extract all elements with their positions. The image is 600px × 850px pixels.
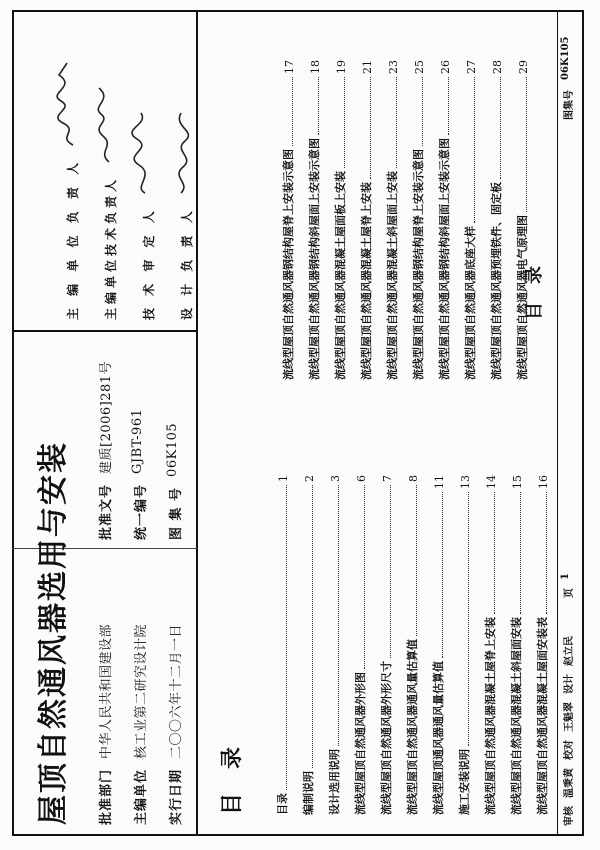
meta-row [165, 624, 184, 825]
toc-item[interactable] [420, 475, 446, 815]
toc-leader [500, 77, 501, 179]
signature-row [45, 59, 81, 320]
signature-row [121, 59, 157, 320]
toc-item-page: 21 [361, 60, 374, 74]
toc-item-page: 2 [303, 475, 316, 482]
toc-item[interactable] [264, 475, 290, 815]
meta-key: 统一编号 [134, 483, 149, 540]
toc-leader [448, 77, 449, 135]
signature-label: 主编单位技术负责人 [104, 175, 118, 320]
toc-heading-large-text: 目录 [524, 248, 545, 320]
handwritten-signature [167, 107, 195, 197]
titleblock-tuji-label: 图集号 [564, 90, 575, 120]
meta-row [130, 624, 149, 825]
toc-item-title: 流线型屋顶自然通风器电气原理图 [516, 215, 529, 380]
toc-item[interactable] [478, 60, 504, 380]
toc-item[interactable] [472, 475, 498, 815]
toc-item[interactable] [426, 60, 452, 380]
toc-leader [312, 485, 313, 768]
titleblock-tuji: 06K105 [560, 36, 571, 80]
toc-item-page: 16 [537, 475, 550, 489]
toc-item-page: 26 [439, 60, 452, 74]
toc-item-page: 7 [381, 475, 394, 482]
meta-row [95, 361, 114, 540]
toc-item-title: 流线型屋顶自然通风器钢结构斜屋面上安装示意图 [308, 138, 321, 380]
toc-heading: 目录 [220, 722, 245, 815]
toc-item-page: 13 [459, 475, 472, 489]
toc-item[interactable] [374, 60, 400, 380]
toc-item[interactable] [296, 60, 322, 380]
toc-item-page: 27 [465, 60, 478, 74]
signature-block [45, 59, 195, 320]
toc-item-page: 14 [485, 475, 498, 489]
toc-item-title: 流线型屋顶自然通风器钢结构屋脊上安装示意图 [282, 149, 295, 380]
handwritten-signature [129, 107, 157, 197]
toc-item-page: 17 [283, 60, 296, 74]
toc-leader [546, 492, 547, 614]
toc-item[interactable] [504, 60, 530, 380]
toc-item-title: 流线型屋顶自然通风器通风量估算值 [406, 639, 419, 815]
titleblock-person: 王魁翠 [564, 702, 575, 732]
meta-value: 建质[2006]281号 [99, 360, 114, 474]
title-block [560, 573, 575, 826]
meta-key: 主编单位 [134, 768, 149, 825]
toc-item-page: 19 [335, 60, 348, 74]
toc-item-page: 18 [309, 60, 322, 74]
toc-item[interactable] [400, 60, 426, 380]
toc-item[interactable] [342, 475, 368, 815]
toc-item[interactable] [348, 60, 374, 380]
toc-leader [390, 485, 391, 658]
toc-leader [344, 77, 345, 168]
toc-leader [494, 492, 495, 614]
toc-item[interactable] [394, 475, 420, 815]
meta-value: 二〇〇六年十二月一日 [169, 623, 184, 759]
handwritten-signature [91, 76, 119, 166]
toc-item[interactable] [322, 60, 348, 380]
meta-block-right [95, 361, 184, 540]
titleblock-page: 1 [560, 573, 571, 580]
toc-item-page: 11 [433, 475, 446, 489]
toc-item-title: 流线型屋顶自然通风器钢结构屋脊上安装示意图 [412, 149, 425, 380]
meta-block-left [95, 624, 184, 825]
meta-value: GJBT-961 [130, 408, 145, 474]
toc-leader [370, 77, 371, 179]
toc-item-page: 8 [407, 475, 420, 482]
meta-key: 批准文号 [99, 483, 114, 540]
toc-left [215, 475, 550, 815]
toc-leader [292, 77, 293, 146]
toc-item[interactable] [452, 60, 478, 380]
handwritten-signature [53, 59, 81, 149]
toc-item-title: 流线型屋顶自然通风器混凝土屋脊上安装 [484, 617, 497, 815]
toc-item-page: 6 [355, 475, 368, 482]
toc-item-title: 目录 [276, 793, 289, 815]
toc-item[interactable] [290, 475, 316, 815]
meta-value: 核工业第二研究设计院 [134, 623, 149, 759]
toc-item-title: 编制说明 [302, 771, 315, 815]
toc-item-page: 29 [517, 60, 530, 74]
titleblock-role: 审核 [564, 806, 575, 826]
toc-leader [526, 77, 527, 212]
titleblock-role: 设计 [564, 674, 575, 694]
toc-item[interactable] [498, 475, 524, 815]
toc-leader [396, 77, 397, 168]
toc-item[interactable] [446, 475, 472, 815]
toc-item-title: 流线型屋顶自然通风器预埋铁件、固定板 [490, 182, 503, 380]
toc-leader [318, 77, 319, 135]
meta-row [130, 361, 149, 540]
titleblock-person: 赵立民 [564, 636, 575, 666]
divider-vertical [196, 10, 198, 836]
drawing-title: 屋顶自然通风器选用与安装 [36, 441, 71, 825]
toc-heading-large [520, 248, 546, 320]
toc-leader [474, 77, 475, 223]
toc-item-page: 23 [387, 60, 400, 74]
toc-item-page: 25 [413, 60, 426, 74]
meta-row [95, 624, 114, 825]
toc-item-title: 流线型屋顶自然通风器混凝土斜屋面安装 [510, 617, 523, 815]
toc-item-title: 流线型屋顶自然通风器外形图 [354, 672, 367, 815]
titleblock-role: 校对 [564, 740, 575, 760]
toc-item[interactable] [316, 475, 342, 815]
signature-row [159, 59, 195, 320]
divider-horizontal [12, 330, 197, 332]
meta-key: 图 集 号 [169, 486, 184, 540]
toc-item-title: 流线型屋顶自然通风器混凝土屋脊上安装 [360, 182, 373, 380]
toc-leader [468, 492, 469, 746]
toc-item[interactable] [368, 475, 394, 815]
toc-item-page: 28 [491, 60, 504, 74]
toc-item-title: 流线型屋顶自然通风器混凝土屋面板上安装 [334, 171, 347, 380]
toc-item-title: 流线型屋顶自然通风器外形尺寸 [380, 661, 393, 815]
signature-label: 主 编 单 位 负 责 人 [66, 158, 80, 320]
toc-leader [422, 77, 423, 146]
signature-label: 技 术 审 定 人 [142, 207, 156, 320]
titleblock-person: 温秉黄 [564, 768, 575, 798]
toc-item-title: 流线型屋顶自然通风器混凝土斜屋面上安装 [386, 171, 399, 380]
toc-leader [416, 485, 417, 636]
toc-item-title: 流线型屋顶自然通风器钢结构斜屋面上安装示意图 [438, 138, 451, 380]
meta-key: 批准部门 [99, 768, 114, 825]
toc-item-title: 施工安装说明 [458, 749, 471, 815]
signature-row [83, 59, 119, 320]
title-block-top [560, 37, 575, 120]
toc-item-title: 流线型屋顶自然通风器底座大样 [464, 226, 477, 380]
title-group [28, 441, 72, 825]
toc-leader [364, 485, 365, 669]
toc-item-page: 15 [511, 475, 524, 489]
toc-item[interactable] [524, 475, 550, 815]
toc-item-page: 3 [329, 475, 342, 482]
meta-row [165, 361, 184, 540]
toc-leader [338, 485, 339, 746]
toc-item-title: 流线型屋顶自然通风器混凝土屋面安装表 [536, 617, 549, 815]
meta-key: 实行日期 [169, 768, 184, 825]
titleblock-page-label: 页 [564, 588, 575, 598]
signature-label: 设 计 负 责 人 [180, 207, 194, 320]
toc-leader [286, 485, 287, 790]
toc-item-page: 1 [277, 475, 290, 482]
titleblock-divider [557, 10, 558, 836]
toc-leader [520, 492, 521, 614]
meta-value: 中华人民共和国建设部 [99, 623, 114, 759]
toc-item-title: 流线型屋顶通风器通风量估算值 [432, 661, 445, 815]
toc-right [270, 60, 530, 380]
meta-value: 06K105 [165, 422, 180, 477]
toc-leader [442, 492, 443, 658]
toc-item[interactable] [270, 60, 296, 380]
toc-item-title: 设计选用说明 [328, 749, 341, 815]
